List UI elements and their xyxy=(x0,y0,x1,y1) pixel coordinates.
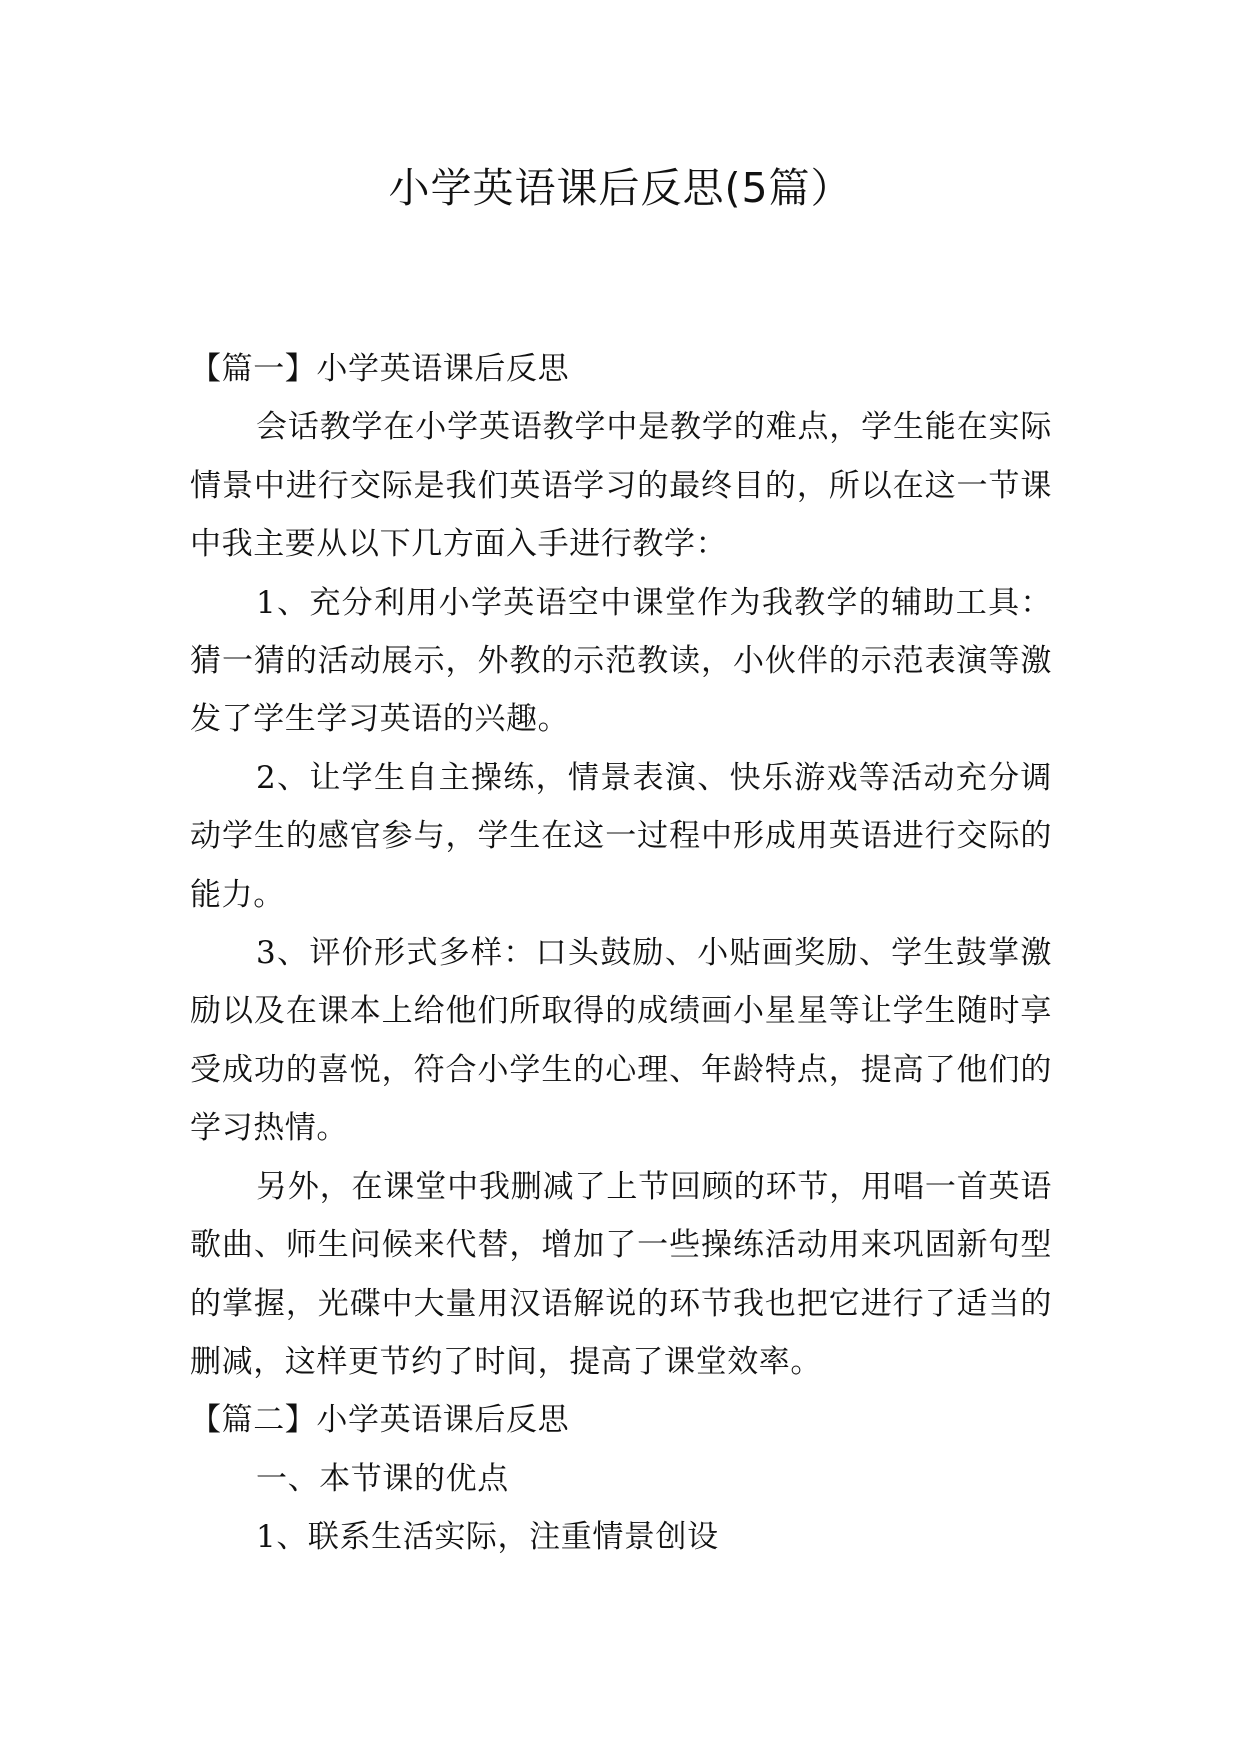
document-body xyxy=(190,340,1052,1567)
paragraph: 另外，在课堂中我删减了上节回顾的环节，用唱一首英语歌曲、师生问候来代替，增加了一些操练活动用来巩固新句型的掌握，光碟中大量用汉语解说的环节我也把它进行了适当的删减，这样更节约了时间，提高了课堂效率。 xyxy=(190,1168,1052,1380)
section-heading: 【篇一】小学英语课后反思 xyxy=(190,351,570,387)
paragraph: 一、本节课的优点 xyxy=(256,1460,509,1497)
document-title: 小学英语课后反思(5篇） xyxy=(388,164,853,212)
paragraph: 会话教学在小学英语教学中是教学的难点，学生能在实际情景中进行交际是我们英语学习的最终目的，所以在这一节课中我主要从以下几方面入手进行教学： xyxy=(190,409,1052,563)
section-1 xyxy=(190,340,1052,1391)
section-heading: 【篇二】小学英语课后反思 xyxy=(190,1402,570,1439)
section-2 xyxy=(190,1391,1052,1566)
paragraph: 1、充分利用小学英语空中课堂作为我教学的辅助工具：猜一猜的活动展示，外教的示范教读，小伙伴的示范表演等激发了学生学习英语的兴趣。 xyxy=(190,584,1052,738)
paragraph: 3、评价形式多样：口头鼓励、小贴画奖励、学生鼓掌激励以及在课本上给他们所取得的成绩画小星星等让学生随时享受成功的喜悦，符合小学生的心理、年龄特点，提高了他们的学习热情。 xyxy=(190,935,1052,1147)
paragraph: 2、让学生自主操练，情景表演、快乐游戏等活动充分调动学生的感官参与，学生在这一过程中形成用英语进行交际的能力。 xyxy=(190,759,1052,913)
paragraph: 1、联系生活实际，注重情景创设 xyxy=(256,1519,719,1556)
